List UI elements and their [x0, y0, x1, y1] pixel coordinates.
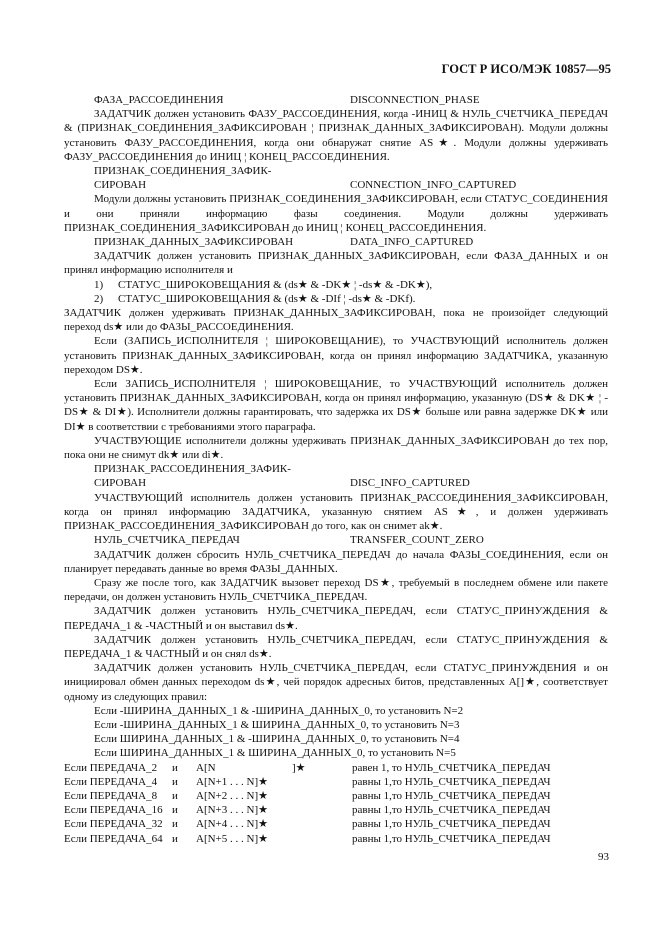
term-heading	[64, 235, 608, 249]
page-number: 93	[598, 851, 609, 863]
rule-address: A[N+4 . . . N]★	[196, 818, 268, 831]
width-rule: Если ШИРИНА_ДАННЫХ_1 & ШИРИНА_ДАННЫХ_0, то установить N=5	[94, 747, 456, 760]
rule-and: и	[172, 832, 178, 845]
term-english	[350, 462, 608, 476]
rule-equals: равны 1,	[352, 832, 392, 845]
list-item	[64, 292, 608, 306]
paragraph: ЗАДАТЧИК должен установить НУЛЬ_СЧЕТЧИКА_ПЕРЕДАЧ, если СТАТУС_ПРИНУЖДЕНИЯ & ПЕРЕДАЧА_1 & -ЧАСТНЫЙ и он выставил ds★.	[64, 605, 608, 632]
table-row	[64, 789, 551, 803]
list-item-text: СТАТУС_ШИРОКОВЕЩАНИЯ & (ds★ & -DIf ¦ -ds★ & -DKf).	[118, 292, 416, 305]
list-item-number: 2)	[94, 292, 104, 305]
paragraph: ЗАДАТЧИК должен установить НУЛЬ_СЧЕТЧИКА_ПЕРЕДАЧ, если СТАТУС_ПРИНУЖДЕНИЯ и он инициировал обмен данных переходом ds★, чей порядок адресных битов, представленных A[]★, соответствует одному из следующих правил:	[64, 662, 608, 703]
rule-address: A[N+2 . . . N]★	[196, 789, 268, 802]
paragraph: Если ЗАПИСЬ_ИСПОЛНИТЕЛЯ ¦ ШИРОКОВЕЩАНИЕ, то УЧАСТВУЮЩИЙ исполнитель должен установить ПРИЗНАК_ДАННЫХ_ЗАФИКСИРОВАН, когда он принял информацию, указанную (DS★ & DK★ ¦ -DS★ & DI★). Исполнители должны гарантировать, что задержка их DS★ больше или равна задержке DK★ или DI★ в соответствии с требованиями этого параграфа.	[64, 378, 608, 433]
term-english: DATA_INFO_CAPTURED	[350, 236, 474, 249]
rule-condition: Если ПЕРЕДАЧА_16	[64, 804, 163, 817]
paragraph: ЗАДАТЧИК должен установить ФАЗУ_РАССОЕДИНЕНИЯ, когда -ИНИЦ & НУЛЬ_СЧЕТЧИКА_ПЕРЕДАЧ & (ПРИЗНАК_СОЕДИНЕНИЯ_ЗАФИКСИРОВАН ¦ ПРИЗНАК_ДАННЫХ_ЗАФИКСИРОВАН). Модули должны установить ФАЗУ_РАССОЕДИНЕНИЯ, когда они обнаружат снятие AS★. Модули должны удерживать ФАЗУ_РАССОЕДИНЕНИЯ до ИНИЦ ¦ КОНЕЦ_РАССОЕДИНЕНИЯ.	[64, 108, 608, 163]
page-content	[64, 93, 608, 846]
table-row	[64, 775, 551, 789]
rule-star	[292, 803, 352, 817]
text-body	[64, 93, 608, 761]
paragraph: УЧАСТВУЮЩИЙ исполнитель должен установить ПРИЗНАК_РАССОЕДИНЕНИЯ_ЗАФИКСИРОВАН, когда он принял информацию ЗАДАТЧИКА, указанную снятием AS★, и должен удерживать ПРИЗНАК_РАССОЕДИНЕНИЯ_ЗАФИКСИРОВАН до того, как он снимет ak★.	[64, 491, 608, 533]
rule-result: то НУЛЬ_СЧЕТЧИКА_ПЕРЕДАЧ	[391, 804, 551, 817]
term-russian: ПРИЗНАК_СОЕДИНЕНИЯ_ЗАФИК-	[94, 165, 272, 178]
rule-and: и	[172, 761, 178, 774]
term-russian: СИРОВАН	[94, 477, 147, 490]
paragraph: Модули должны установить ПРИЗНАК_СОЕДИНЕНИЯ_ЗАФИКСИРОВАН, если СТАТУС_СОЕДИНЕНИЯ и они приняли информацию фазы соединения. Модули должны удерживать ПРИЗНАК_СОЕДИНЕНИЯ_ЗАФИКСИРОВАН до ИНИЦ ¦ КОНЕЦ_РАССОЕДИНЕНИЯ.	[64, 193, 608, 234]
paragraph: ЗАДАТЧИК должен удерживать ПРИЗНАК_ДАННЫХ_ЗАФИКСИРОВАН, пока не произойдет следующий переход ds★ или до ФАЗЫ_РАССОЕДИНЕНИЯ.	[64, 307, 608, 334]
width-rule: Если -ШИРИНА_ДАННЫХ_1 & -ШИРИНА_ДАННЫХ_0, то установить N=2	[94, 704, 464, 717]
rule-result: то НУЛЬ_СЧЕТЧИКА_ПЕРЕДАЧ	[391, 832, 551, 845]
rule-address: A[N	[196, 761, 216, 774]
rule-star	[292, 789, 352, 803]
rule-star	[292, 775, 352, 789]
width-rule: Если -ШИРИНА_ДАННЫХ_1 & ШИРИНА_ДАННЫХ_0, то установить N=3	[94, 718, 460, 731]
rule-address: A[N+1 . . . N]★	[196, 775, 268, 788]
rule-equals: равен 1,	[352, 761, 390, 774]
term-english: DISCONNECTION_PHASE	[350, 94, 480, 106]
rule-result: то НУЛЬ_СЧЕТЧИКА_ПЕРЕДАЧ	[391, 761, 551, 774]
list-item-number: 1)	[94, 278, 104, 291]
paragraph: ЗАДАТЧИК должен установить НУЛЬ_СЧЕТЧИКА_ПЕРЕДАЧ, если СТАТУС_ПРИНУЖДЕНИЯ & ПЕРЕДАЧА_1 & ЧАСТНЫЙ и он снял ds★.	[64, 633, 608, 660]
term-russian: ПРИЗНАК_ДАННЫХ_ЗАФИКСИРОВАН	[94, 236, 294, 249]
rule-condition: Если ПЕРЕДАЧА_64	[64, 832, 163, 845]
term-heading	[64, 476, 608, 490]
rule-and: и	[172, 775, 178, 788]
term-english: DISC_INFO_CAPTURED	[350, 477, 470, 490]
rule-result: то НУЛЬ_СЧЕТЧИКА_ПЕРЕДАЧ	[391, 789, 551, 802]
term-heading	[64, 93, 608, 107]
rule-address: A[N+5 . . . N]★	[196, 832, 268, 845]
paragraph: ЗАДАТЧИК должен установить ПРИЗНАК_ДАННЫХ_ЗАФИКСИРОВАН, если ФАЗА_ДАННЫХ и он принял информацию исполнителя и	[64, 250, 608, 277]
term-heading	[64, 533, 608, 547]
rule-star	[292, 817, 352, 831]
term-heading	[64, 178, 608, 192]
rule-and: и	[172, 804, 178, 817]
table-row	[64, 817, 551, 831]
rule-star	[292, 832, 352, 846]
table-row	[64, 803, 551, 817]
term-russian: ПРИЗНАК_РАССОЕДИНЕНИЯ_ЗАФИК-	[94, 463, 291, 476]
transfer-rules-table	[64, 761, 551, 846]
rule-address: A[N+3 . . . N]★	[196, 804, 268, 817]
term-english	[350, 164, 608, 178]
term-heading	[64, 462, 608, 476]
width-rule: Если ШИРИНА_ДАННЫХ_1 & -ШИРИНА_ДАННЫХ_0, то установить N=4	[94, 733, 460, 746]
term-russian: НУЛЬ_СЧЕТЧИКА_ПЕРЕДАЧ	[94, 534, 240, 547]
rule-condition: Если ПЕРЕДАЧА_4	[64, 775, 158, 788]
rule-equals: равны 1,	[352, 804, 392, 817]
term-english: TRANSFER_COUNT_ZERO	[350, 534, 484, 547]
term-russian: СИРОВАН	[94, 179, 147, 192]
term-heading	[64, 164, 608, 178]
rule-equals: равны 1,	[352, 789, 392, 802]
list-item	[64, 278, 608, 292]
table-row	[64, 832, 551, 846]
rule-and: и	[172, 789, 178, 802]
rule-equals: равны 1,	[352, 775, 392, 788]
rule-condition: Если ПЕРЕДАЧА_32	[64, 818, 163, 831]
rule-and: и	[172, 818, 178, 831]
list-item-text: СТАТУС_ШИРОКОВЕЩАНИЯ & (ds★ & -DK★ ¦ -ds★ & -DK★),	[118, 278, 433, 291]
rule-result: то НУЛЬ_СЧЕТЧИКА_ПЕРЕДАЧ	[391, 818, 551, 831]
table-row	[64, 761, 551, 775]
paragraph: ЗАДАТЧИК должен сбросить НУЛЬ_СЧЕТЧИКА_ПЕРЕДАЧ до начала ФАЗЫ_СОЕДИНЕНИЯ, если он планирует передавать данные во время ФАЗЫ_ДАННЫХ.	[64, 548, 608, 575]
paragraph: Если (ЗАПИСЬ_ИСПОЛНИТЕЛЯ ¦ ШИРОКОВЕЩАНИЕ), то УЧАСТВУЮЩИЙ исполнитель должен установить ПРИЗНАК_ДАННЫХ_ЗАФИКСИРОВАН, когда он принял информацию ЗАДАТЧИКА, указанную переходом DS★.	[64, 335, 608, 376]
rule-condition: Если ПЕРЕДАЧА_2	[64, 761, 158, 774]
term-english: CONNECTION_INFO_CAPTURED	[350, 179, 517, 192]
rule-condition: Если ПЕРЕДАЧА_8	[64, 789, 158, 802]
term-russian: ФАЗА_РАССОЕДИНЕНИЯ	[94, 94, 224, 106]
rule-equals: равны 1,	[352, 818, 392, 831]
rule-star: ]★	[292, 761, 306, 774]
page-header: ГОСТ Р ИСО/МЭК 10857—95	[441, 62, 611, 76]
paragraph: УЧАСТВУЮЩИЕ исполнители должны удерживать ПРИЗНАК_ДАННЫХ_ЗАФИКСИРОВАН до тех пор, пока они не снимут dk★ или di★.	[64, 434, 608, 462]
paragraph: Сразу же после того, как ЗАДАТЧИК вызовет переход DS★, требуемый в последнем обмене или пакете передачи, он должен установить НУЛЬ_СЧЕТЧИКА_ПЕРЕДАЧ.	[64, 576, 608, 604]
rule-result: то НУЛЬ_СЧЕТЧИКА_ПЕРЕДАЧ	[391, 775, 551, 788]
